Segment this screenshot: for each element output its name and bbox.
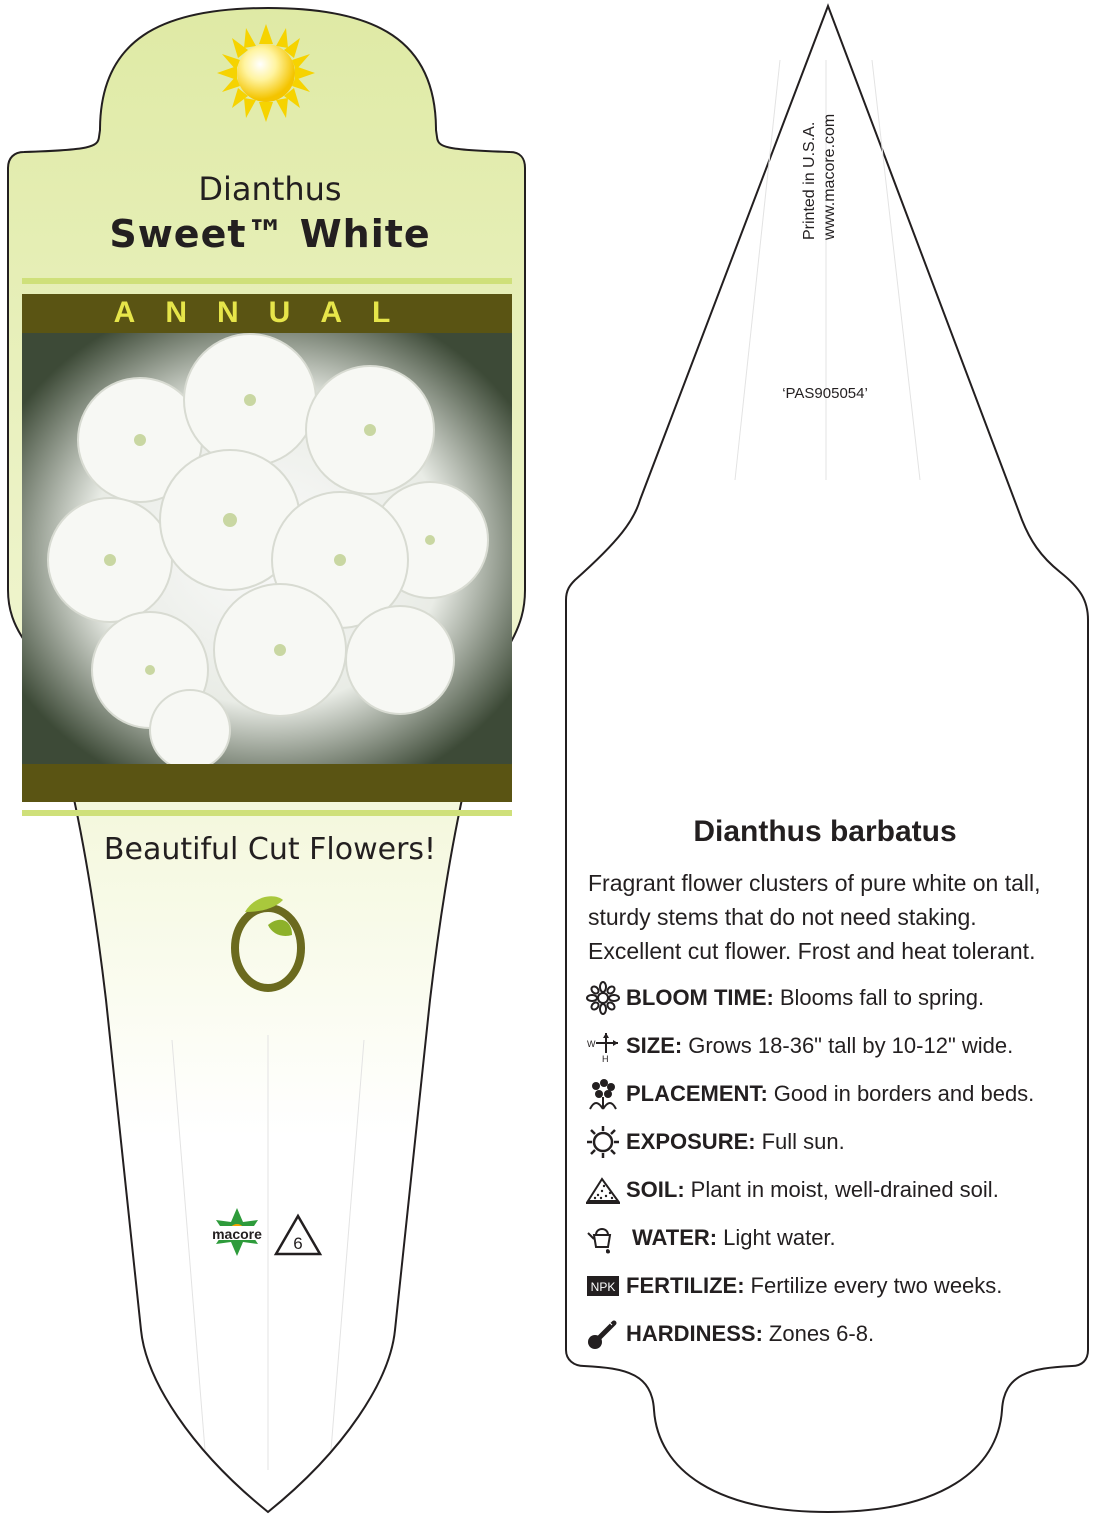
plant-common-name: Dianthus <box>198 170 342 208</box>
flower-photo <box>22 333 512 770</box>
care-value: Light water. <box>723 1225 836 1250</box>
plant-cultivar-name: Sweet™ White <box>109 212 431 256</box>
brand-name: macore <box>212 1226 262 1242</box>
size-icon <box>586 1029 620 1063</box>
care-water <box>586 1216 1066 1260</box>
care-value: Good in borders and beds. <box>773 1081 1035 1106</box>
placement-icon <box>586 1077 620 1111</box>
care-label: WATER: <box>632 1225 718 1250</box>
watering-can-icon <box>586 1221 620 1255</box>
soil-icon <box>586 1173 620 1207</box>
care-size <box>586 1024 1066 1068</box>
care-value: Full sun. <box>761 1129 845 1154</box>
printed-in: Printed in U.S.A. <box>801 121 818 240</box>
sun-outline-icon <box>586 1125 620 1159</box>
care-value: Blooms fall to spring. <box>779 985 985 1010</box>
size-icon-h: H <box>602 1054 609 1063</box>
care-exposure <box>586 1120 1066 1164</box>
tagline: Beautiful Cut Flowers! <box>103 832 437 867</box>
care-label: SIZE: <box>626 1033 683 1058</box>
care-label: PLACEMENT: <box>626 1081 768 1106</box>
care-label: SOIL: <box>626 1177 685 1202</box>
plant-category-label: ANNUAL <box>113 296 421 329</box>
botanical-name: Dianthus barbatus <box>693 815 957 848</box>
npk-icon <box>586 1269 620 1303</box>
care-placement <box>586 1072 1066 1116</box>
size-icon-w: W <box>587 1039 596 1049</box>
care-value: Grows 18-36" tall by 10-12" wide. <box>688 1033 1014 1058</box>
plant-description: Fragrant flower clusters of pure white on tall, sturdy stems that do not need staking. Excellent cut flower. Frost and heat tolerant. <box>588 870 1041 964</box>
patent-number: ‘PAS905054’ <box>782 385 868 402</box>
care-label: HARDINESS: <box>626 1321 763 1346</box>
care-bloom-time <box>586 976 1066 1020</box>
npk-text: NPK <box>590 1280 616 1294</box>
care-fertilize <box>586 1264 1066 1308</box>
care-label: EXPOSURE: <box>626 1129 756 1154</box>
care-label: BLOOM TIME: <box>626 985 774 1010</box>
care-label: FERTILIZE: <box>626 1273 745 1298</box>
recycle-number: 6 <box>293 1234 303 1253</box>
thermometer-icon <box>586 1317 620 1351</box>
care-value: Plant in moist, well-drained soil. <box>690 1177 999 1202</box>
care-value: Fertilize every two weeks. <box>750 1273 1003 1298</box>
website: www.macore.com <box>821 113 838 240</box>
care-soil <box>586 1168 1066 1212</box>
flower-icon <box>586 981 620 1015</box>
care-hardiness <box>586 1312 1066 1356</box>
care-value: Zones 6-8. <box>768 1321 875 1346</box>
printer-info <box>800 70 860 240</box>
